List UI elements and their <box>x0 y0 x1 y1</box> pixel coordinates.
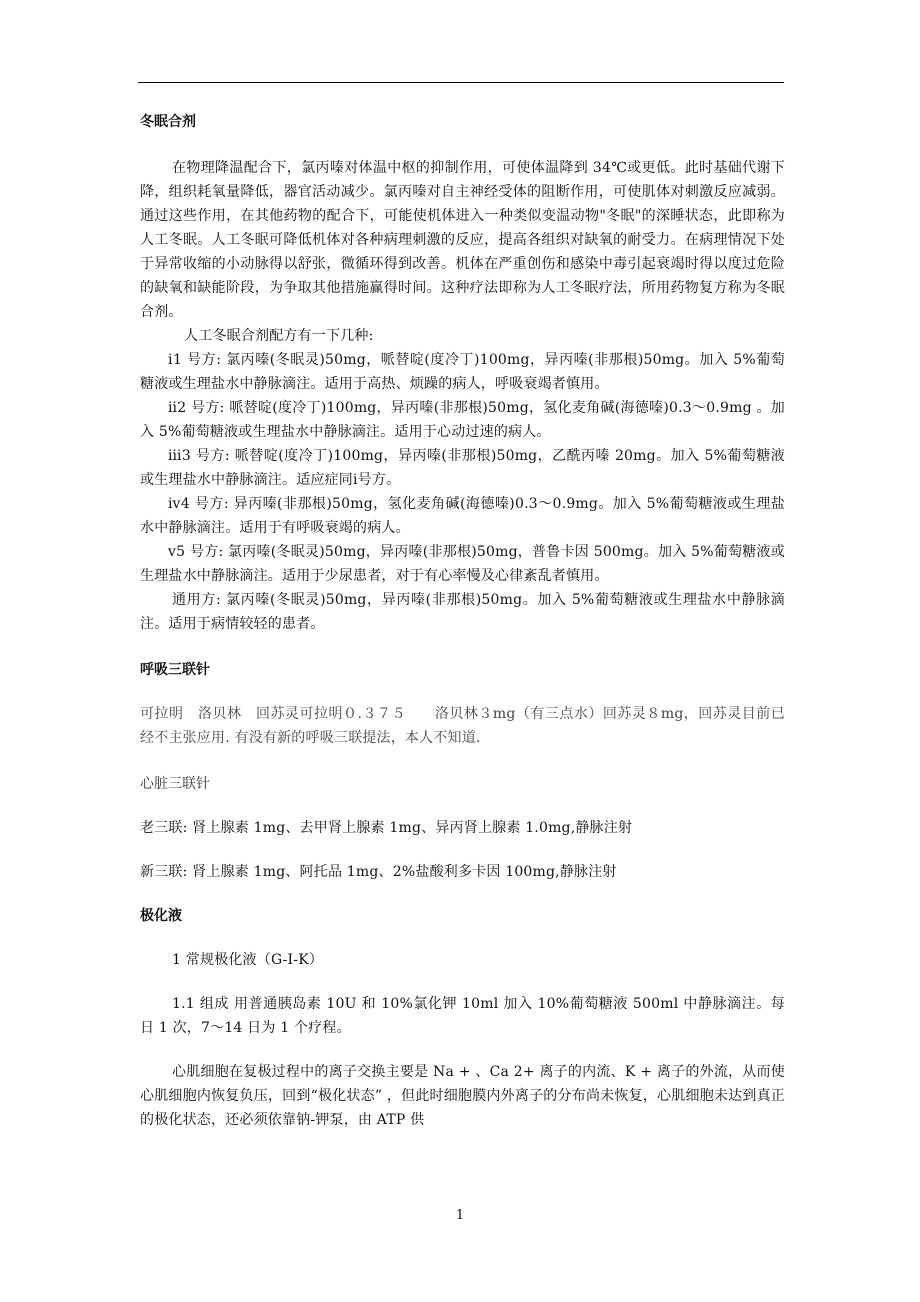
header-rule <box>138 82 784 83</box>
formula-intro: 人工冬眠合剂配方有一下几种: <box>184 328 374 344</box>
section-title-respiratory-triple: 呼吸三联针 <box>140 662 210 678</box>
formula-item-4: ⅳ4 号方: 异丙嗪(非那根)50mg，氢化麦角碱(海德嗪)0.3～0.9mg。加入 5%葡萄糖液或生理盐水中静脉滴注。适用于有呼吸衰竭的病人。 <box>140 496 785 536</box>
cardiac-triple-new: 新三联: 肾上腺素 1mg、阿托品 1mg、2%盐酸利多卡因 100mg,静脉注射 <box>140 864 617 880</box>
section-title-cardiac-triple: 心脏三联针 <box>140 776 210 792</box>
section-title-hibernation-mixture: 冬眠合剂 <box>140 114 196 130</box>
section-title-polarizing-solution: 极化液 <box>140 908 182 924</box>
polarizing-mechanism-paragraph: 心肌细胞在复极过程中的离子交换主要是 Na + 、Ca 2+ 离子的内流、K + 离子的外流，从而使心肌细胞内恢复负压，回到“极化状态” ，但此时细胞膜内外离子的分布尚未恢复，心肌细胞未达到真正的极化状态，还必须依靠钠-钾泵，由 ATP 供 <box>140 1064 785 1128</box>
formula-item-5: ⅴ5 号方: 氯丙嗪(冬眠灵)50mg，异丙嗪(非那根)50mg，普鲁卡因 500mg。加入 5%葡萄糖液或生理盐水中静脉滴注。适用于少尿患者，对于有心率慢及心律紊乱者慎用。 <box>140 544 785 584</box>
formula-item-2: ⅱ2 号方: 哌替啶(度冷丁)100mg，异丙嗪(非那根)50mg，氢化麦角碱(海德嗪)0.3～0.9mg 。加入 5%葡萄糖液或生理盐水中静脉滴注。适用于心动过速的病人。 <box>140 400 785 440</box>
document-body <box>140 110 785 1132</box>
polarizing-subheading-1: 1 常规极化液（G-I-K） <box>172 952 324 968</box>
hibernation-intro-paragraph: 在物理降温配合下，氯丙嗪对体温中枢的抑制作用，可使体温降到 34℃或更低。此时基础代谢下降，组织耗氧量降低，器官活动减少。氯丙嗪对自主神经受体的阻断作用，可使肌体对刺激反应减弱。通过这些作用，在其他药物的配合下，可能使机体进入一种类似变温动物"冬眠"的深睡状态，此即称为人工冬眠。人工冬眠可降低机体对各种病理刺激的反应，提高各组织对缺氧的耐受力。在病理情况下处于异常收缩的小动脉得以舒张，微循环得到改善。机体在严重创伤和感染中毒引起衰竭时得以度过危险的缺氧和缺能阶段，为争取其他措施赢得时间。这种疗法即称为人工冬眠疗法，所用药物复方称为冬眠合剂。 <box>140 160 785 320</box>
page-number: 1 <box>455 1208 465 1223</box>
formula-item-1: ⅰ1 号方: 氯丙嗪(冬眠灵)50mg，哌替啶(度冷丁)100mg，异丙嗪(非那根)50mg。加入 5%葡萄糖液或生理盐水中静脉滴注。适用于高热、烦躁的病人，呼吸衰竭者慎用。 <box>140 352 785 392</box>
polarizing-subheading-1-1: 1.1 组成 用普通胰岛素 10U 和 10%氯化钾 10ml 加入 10%葡萄糖液 500ml 中静脉滴注。每日 1 次，7～14 日为 1 个疗程。 <box>140 996 785 1036</box>
respiratory-triple-body: 可拉明 洛贝林 回苏灵可拉明０.３７５ 洛贝林３mg（有三点水）回苏灵８mg，回苏灵目前已经不主张应用. 有没有新的呼吸三联提法，本人不知道. <box>140 706 785 746</box>
cardiac-triple-old: 老三联: 肾上腺素 1mg、去甲肾上腺素 1mg、异丙肾上腺素 1.0mg,静脉注射 <box>140 820 633 836</box>
formula-item-3: ⅲ3 号方: 哌替啶(度冷丁)100mg，异丙嗪(非那根)50mg，乙酰丙嗪 20mg。加入 5%葡萄糖液或生理盐水中静脉滴注。适应症同ⅰ号方。 <box>140 448 785 488</box>
formula-item-general: 通用方: 氯丙嗪(冬眠灵)50mg，异丙嗪(非那根)50mg。加入 5%葡萄糖液或生理盐水中静脉滴注。适用于病情较轻的患者。 <box>140 592 785 632</box>
